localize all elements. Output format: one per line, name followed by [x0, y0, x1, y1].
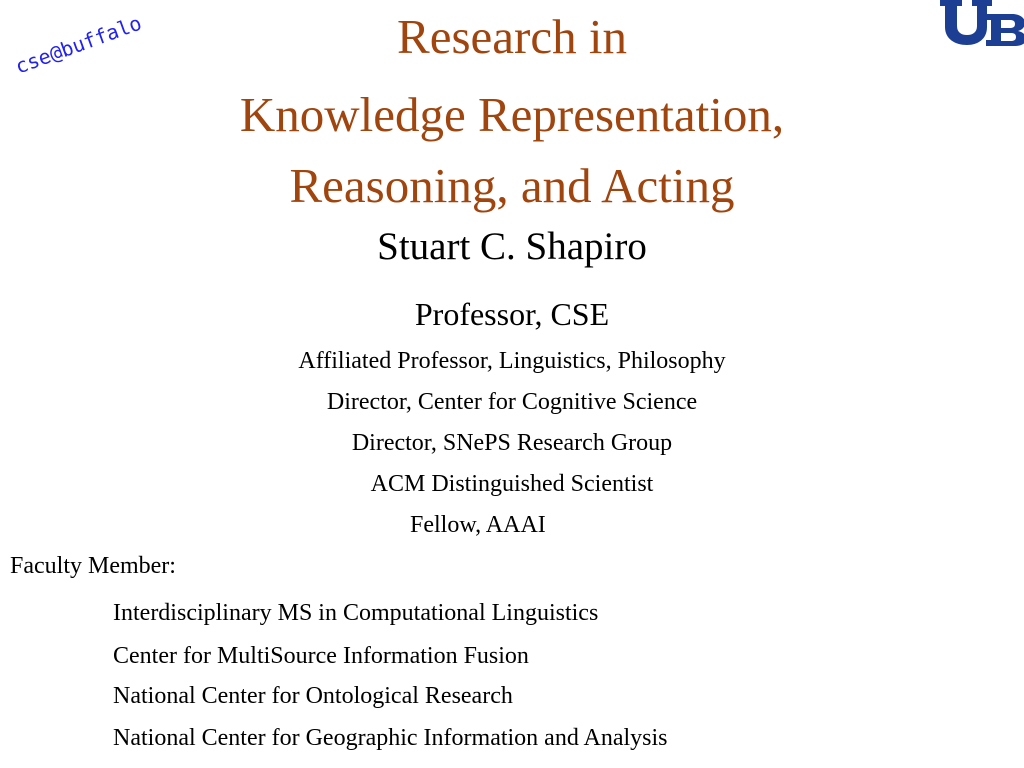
- faculty-item: Interdisciplinary MS in Computational Linguistics: [113, 600, 599, 626]
- person-title: Professor, CSE: [414, 296, 610, 332]
- role-acm: ACM Distinguished Scientist: [370, 471, 654, 497]
- faculty-item: National Center for Ontological Research: [113, 683, 513, 709]
- title-line-2: Knowledge Representation,: [239, 87, 785, 142]
- title-line-1: Research in: [397, 9, 627, 64]
- person-name: Stuart C. Shapiro: [377, 225, 647, 268]
- title-line-3: Reasoning, and Acting: [289, 158, 735, 213]
- role-director-cogsci: Director, Center for Cognitive Science: [326, 389, 698, 415]
- faculty-item: Center for MultiSource Information Fusion: [113, 643, 529, 669]
- role-director-sneps: Director, SNePS Research Group: [351, 430, 673, 456]
- role-aaai-fellow: Fellow, AAAI: [410, 512, 546, 538]
- faculty-item: National Center for Geographic Information and Analysis: [113, 725, 668, 751]
- role-affiliated: Affiliated Professor, Linguistics, Philosophy: [298, 348, 726, 374]
- faculty-label: Faculty Member:: [10, 553, 176, 579]
- cse-buffalo-tag: cse@buffalo: [12, 10, 145, 79]
- ub-logo: [934, 0, 1024, 46]
